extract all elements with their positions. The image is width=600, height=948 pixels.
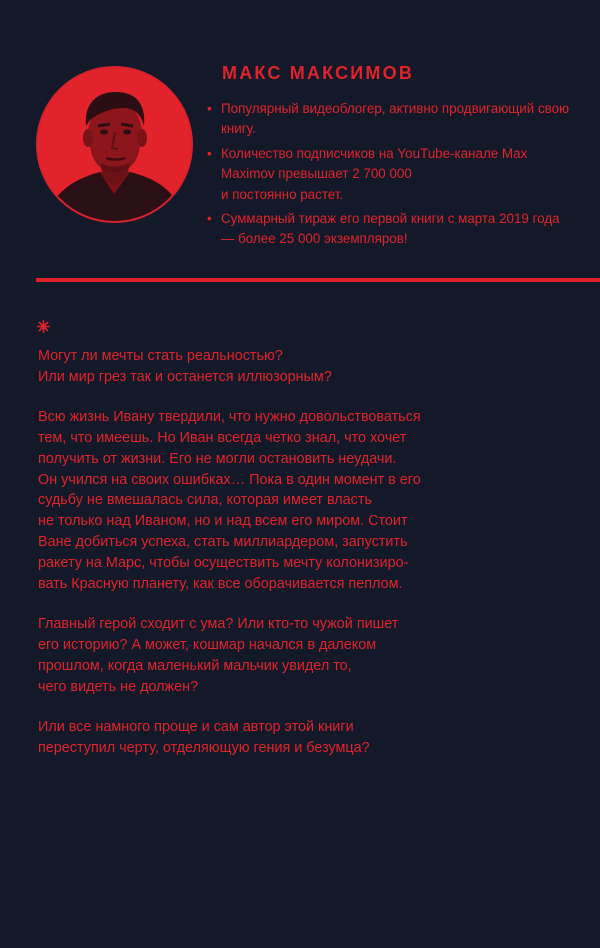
section-divider: [36, 278, 600, 282]
bullet-icon: •: [207, 101, 212, 116]
author-photo: [36, 66, 193, 223]
book-description: [38, 346, 558, 777]
bullet-icon: •: [207, 211, 212, 227]
description-paragraph: Или все намного проще и сам автор этой книги переступил черту, отделяющую гения и безумца?: [38, 718, 370, 756]
bio-item-text: Количество подписчиков на YouTube-канале Max Maximov превышает 2 700 000 и постоянно растет.: [221, 145, 528, 202]
author-name: МАКС МАКСИМОВ: [222, 63, 415, 83]
bio-item-text: Суммарный тираж его первой книги с марта 2019 года — более 25 000 экземпляров!: [221, 211, 560, 247]
description-paragraph: Главный герой сходит с ума? Или кто-то чужой пишет его историю? А может, кошмар начался в далеком прошлом, когда маленький мальчик увидел то, чего видеть не должен?: [38, 615, 399, 695]
bio-item: [205, 209, 575, 250]
description-paragraph: Могут ли мечты стать реальностью? Или мир грез так и останется иллюзорным?: [38, 348, 332, 385]
bio-item: [205, 99, 575, 140]
bio-item-text: Популярный видеоблогер, активно продвигающий свою книгу.: [221, 101, 570, 137]
star-burst-icon: [37, 320, 50, 333]
bullet-icon: •: [207, 145, 212, 161]
author-bio-list: [205, 99, 575, 254]
bio-item: [205, 144, 575, 205]
description-paragraph: Всю жизнь Ивану твердили, что нужно довольствоваться тем, что имеешь. Но Иван всегда четко знал, что хочет получить от жизни. Его не могли остановить неудачи. Он учился на своих ошибках… Пока в один момент в его судьбу не вмешалась сила, которая имеет власть не только над Иваном, но и над всем его миром. Стоит Ване добиться успеха, стать миллиардером, запустить ракету на Марс, чтобы осуществить мечту колонизиро- вать Красную планету, как все оборачивается пеплом.: [38, 408, 421, 593]
author-portrait-image: [38, 68, 191, 221]
